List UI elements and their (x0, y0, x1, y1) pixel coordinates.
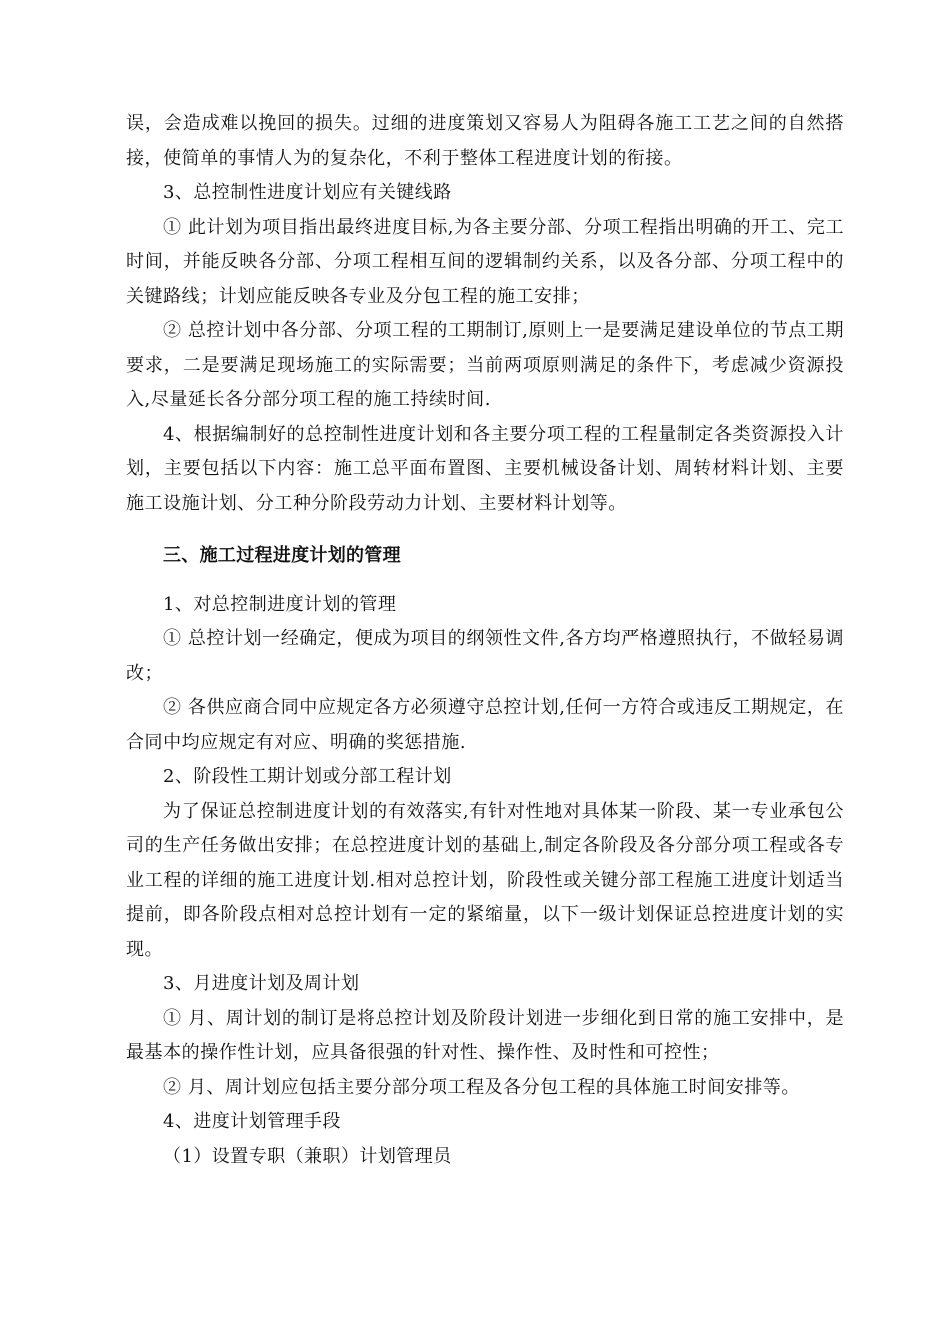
subsection-1-point-1: ① 总控计划一经确定，便成为项目的纲领性文件,各方均严格遵照执行，不做轻易调改； (126, 628, 844, 684)
subsection-2-heading: 2、阶段性工期计划或分部工程计划 (163, 766, 452, 787)
section-three-heading: 三、施工过程进度计划的管理 (163, 545, 401, 566)
subsection-4-heading: 4、进度计划管理手段 (163, 1111, 341, 1132)
subsection-4-item-1: （1）设置专职（兼职）计划管理员 (163, 1145, 452, 1167)
subsection-3-heading: 3、月进度计划及周计划 (163, 973, 360, 994)
subsection-3-point-1: ① 月、周计划的制订是将总控计划及阶段计划进一步细化到日常的施工安排中，是最基本的操作性计划，应具备很强的针对性、操作性、及时性和可控性； (126, 1007, 844, 1063)
paragraph-continued-text: 误，会造成难以挽回的损失。过细的进度策划又容易人为阻碍各施工工艺之间的自然搭接，使简单的事情人为的复杂化，不利于整体工程进度计划的衔接。 (126, 113, 844, 169)
item-3-point-1: ① 此计划为项目指出最终进度目标,为各主要分部、分项工程指出明确的开工、完工时间，并能反映各分部、分项工程相互间的逻辑制约关系，以及各分部、分项工程中的关键路线；计划应能反映各专业及分包工程的施工安排； (126, 216, 844, 307)
subsection-1-heading: 1、对总控制进度计划的管理 (163, 593, 397, 615)
subsection-1-point-2: ② 各供应商合同中应规定各方必须遵守总控计划,任何一方符合或违反工期规定，在合同中均应规定有对应、明确的奖惩措施. (126, 697, 844, 753)
document-body (126, 107, 844, 1174)
item-3-point-2: ② 总控计划中各分部、分项工程的工期制订,原则上一是要满足建设单位的节点工期要求，二是要满足现场施工的实际需要；当前两项原则满足的条件下，考虑减少资源投入,尽量延长各分部分项工程的施工持续时间. (126, 320, 844, 410)
item-4-paragraph: 4、根据编制好的总控制性进度计划和各主要分项工程的工程量制定各类资源投入计划，主要包括以下内容：施工总平面布置图、主要机械设备计划、周转材料计划、主要施工设施计划、分工种分阶段劳动力计划、主要材料计划等。 (126, 423, 844, 514)
subsection-2-paragraph: 为了保证总控制进度计划的有效落实,有针对性地对具体某一阶段、某一专业承包公司的生产任务做出安排；在总控进度计划的基础上,制定各阶段及各分部分项工程或各专业工程的详细的施工进度计划.相对总控计划，阶段性或关键分部工程施工进度计划适当提前，即各阶段点相对总控计划有一定的紧缩量，以下一级计划保证总控进度计划的实现。 (126, 800, 844, 960)
item-3-heading: 3、总控制性进度计划应有关键线路 (163, 182, 452, 203)
subsection-3-point-2: ② 月、周计划应包括主要分部分项工程及各分包工程的具体施工时间安排等。 (163, 1076, 800, 1098)
